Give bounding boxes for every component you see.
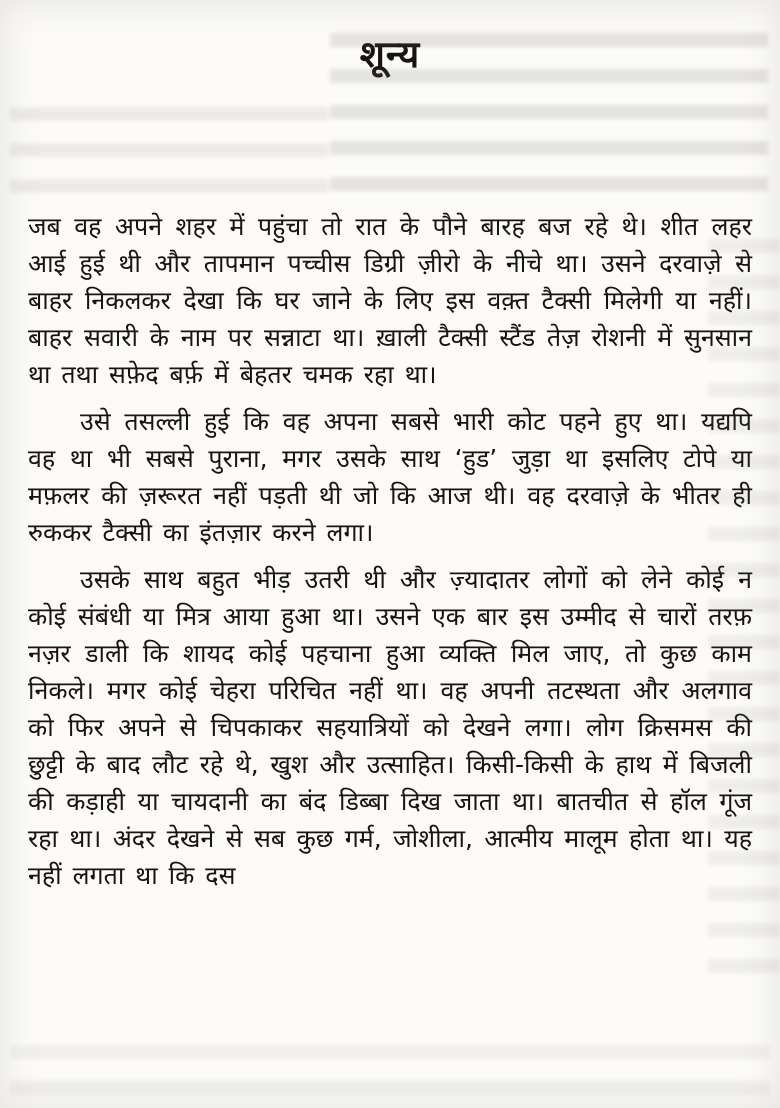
reverse-side-text-bleed xyxy=(10,98,328,212)
paragraph-1: जब वह अपने शहर में पहुंचा तो रात के पौने बारह बज रहे थे। शीत लहर आई हुई थी और तापमान पच्चीस डिग्री ज़ीरो के नीचे था। उसने दरवाज़े से बाहर निकलकर देखा कि घर जाने के लिए इस वक़्त टैक्सी मिलेगी या नहीं। बाहर सवारी के नाम पर सन्नाटा था। ख़ाली टैक्सी स्टैंड तेज़ रोशनी में सुनसान था तथा सफ़ेद बर्फ़ में बेहतर चमक रहा था। xyxy=(28,212,752,389)
chapter-title: शून्य xyxy=(359,33,421,76)
paragraph-2: उसे तसल्ली हुई कि वह अपना सबसे भारी कोट पहने हुए था। यद्यपि वह था भी सबसे पुराना, मगर उसके साथ ‘हुड’ जुड़ा था इसलिए टोपे या मफ़लर की ज़रूरत नहीं पड़ती थी जो कि आज थी। वह दरवाज़े के भीतर ही रुककर टैक्सी का इंतज़ार करने लगा। xyxy=(28,407,752,547)
paragraph-3: उसके साथ बहुत भीड़ उतरी थी और ज़्यादातर लोगों को लेने कोई न कोई संबंधी या मित्र आया हुआ था। उसने एक बार इस उम्मीद से चारों तरफ़ नज़र डाली कि शायद कोई पहचाना हुआ व्यक्ति मिल जाए, तो कुछ काम निकले। मगर कोई चेहरा परिचित नहीं था। वह अपनी तटस्थता और अलगाव को फिर अपने से चिपकाकर सहयात्रियों को देखने लगा। लोग क्रिसमस की छुट्टी के बाद लौट रहे थे, खुश और उत्साहित। किसी-किसी के हाथ में बिजली की कड़ाही या चायदानी का बंद डिब्बा दिख जाता था। बातचीत से हॉल गूंज रहा था। अंदर देखने से सब कुछ गर्म, जोशीला, आत्मीय मालूम होता था। यह नहीं लगता था कि दस xyxy=(28,565,752,890)
reverse-side-text-bleed xyxy=(10,1036,770,1102)
